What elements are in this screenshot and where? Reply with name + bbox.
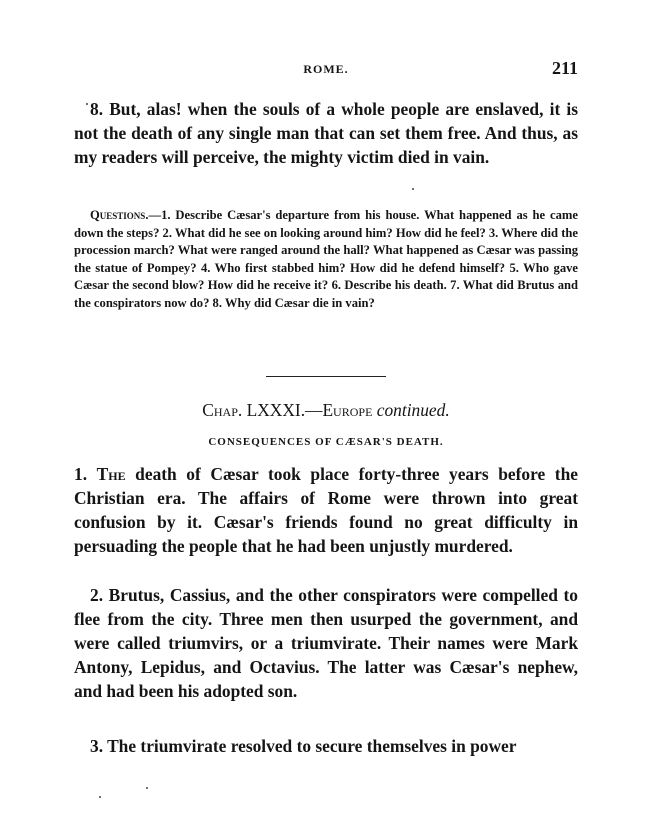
paragraph-3: 3. The triumvirate resolved to secure themselves in power xyxy=(90,736,517,756)
paragraph-2: 2. Brutus, Cassius, and the other conspirators were compelled to flee from the city. Three men then usurped the government, and were called triumvirs, or a triumvirate. Their names were Mark Antony, Lepidus, and Octavius. The latter was Cæsar's nephew, and had been his adopted son. xyxy=(74,585,578,701)
running-title: ROME. xyxy=(303,62,349,76)
running-head xyxy=(74,58,578,80)
questions-label: Questions. xyxy=(90,208,149,222)
paragraph-1-text: death of Cæsar took place forty-three years before the Christian era. The affairs of Rome were thrown into great confusion by it. Cæsar's friends found no great difficulty in persuading the people that he had been unjustly murdered. xyxy=(74,464,578,556)
chapter-label: Chap. LXXXI. xyxy=(202,400,306,420)
print-speck xyxy=(86,103,88,105)
print-speck xyxy=(146,787,148,789)
paragraph-1-first-word: The xyxy=(96,464,126,484)
questions-block xyxy=(74,207,578,313)
print-speck xyxy=(412,188,414,190)
chapter-heading xyxy=(74,400,578,421)
paragraph-1-number: 1. xyxy=(74,464,88,484)
chapter-region: Europe xyxy=(322,400,373,420)
questions-text: —1. Describe Cæsar's departure from his house. What happened as he came down the steps? 2. What did he see on looking around him? How did he feel? 3. Where did the procession march? What were ranged around the hall? What happened as Cæsar was passing the statue of Pompey? 4. Who first stabbed him? How did he defend himself? 5. Who gave Cæsar the second blow? How did he receive it? 6. Describe his death. 7. What did Brutus and the conspirators now do? 8. Why did Cæsar die in vain? xyxy=(74,208,578,310)
page-number: 211 xyxy=(551,58,578,78)
chapter-continued: continued. xyxy=(376,400,450,420)
section-title: CONSEQUENCES OF CÆSAR'S DEATH. xyxy=(208,436,444,448)
print-speck xyxy=(99,796,101,798)
section-divider xyxy=(266,376,386,377)
paragraph-8: 8. But, alas! when the souls of a whole people are enslaved, it is not the death of any single man that can set them free. And thus, as my readers will perceive, the mighty victim died in vain. xyxy=(74,99,578,167)
paragraph-1 xyxy=(74,462,578,558)
chapter-separator: — xyxy=(305,400,323,420)
